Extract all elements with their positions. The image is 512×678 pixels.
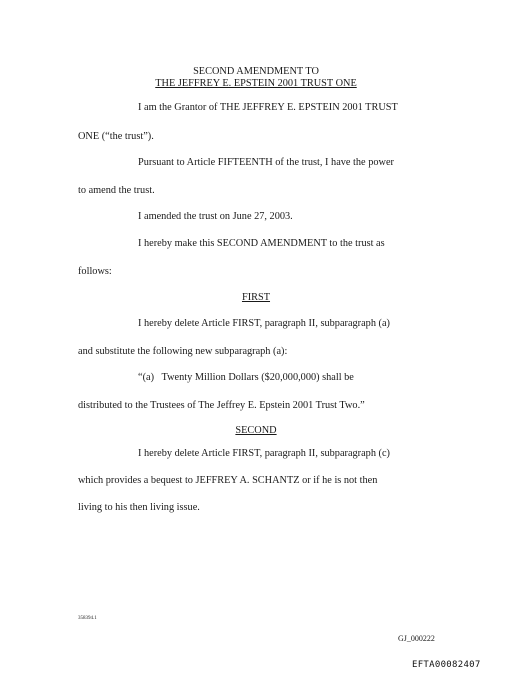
bates-number-gj: GJ_000222 xyxy=(398,634,435,643)
paragraph-hereby-line-1: I hereby make this SECOND AMENDMENT to the trust as xyxy=(138,238,385,249)
section-first-heading-row xyxy=(0,292,512,304)
section-first-heading: FIRST xyxy=(241,292,271,303)
title-line-1: SECOND AMENDMENT TO xyxy=(193,66,319,77)
document-number: 358394.1 xyxy=(78,616,97,621)
paragraph-grantor-line-1: I am the Grantor of THE JEFFREY E. EPSTEIN 2001 TRUST xyxy=(138,102,398,113)
section-second-line-1: I hereby delete Article FIRST, paragraph II, subparagraph (c) xyxy=(138,448,390,459)
title-line-2 xyxy=(0,78,512,90)
title-line-2-text: THE JEFFREY E. EPSTEIN 2001 TRUST ONE xyxy=(155,78,357,89)
section-second-line-2: which provides a bequest to JEFFREY A. SCHANTZ or if he is not then xyxy=(78,475,378,486)
section-second-line-3: living to his then living issue. xyxy=(78,502,200,513)
section-first-line-2: and substitute the following new subparagraph (a): xyxy=(78,346,288,357)
paragraph-power-line-2: to amend the trust. xyxy=(78,185,155,196)
section-first-quote-line-2: distributed to the Trustees of The Jeffrey E. Epstein 2001 Trust Two.” xyxy=(78,400,365,411)
paragraph-amended-date: I amended the trust on June 27, 2003. xyxy=(138,211,293,222)
paragraph-grantor-line-2: ONE (“the trust”). xyxy=(78,131,154,142)
section-second-heading: SECOND xyxy=(235,425,277,436)
paragraph-power-line-1: Pursuant to Article FIFTEENTH of the trust, I have the power xyxy=(138,157,394,168)
paragraph-hereby-line-2: follows: xyxy=(78,266,112,277)
section-first-quote-line-1: “(a) Twenty Million Dollars ($20,000,000) shall be xyxy=(138,372,354,383)
section-first-line-1: I hereby delete Article FIRST, paragraph II, subparagraph (a) xyxy=(138,318,390,329)
bates-number-efta: EFTA00082407 xyxy=(412,660,481,670)
section-second-heading-row xyxy=(0,425,512,437)
